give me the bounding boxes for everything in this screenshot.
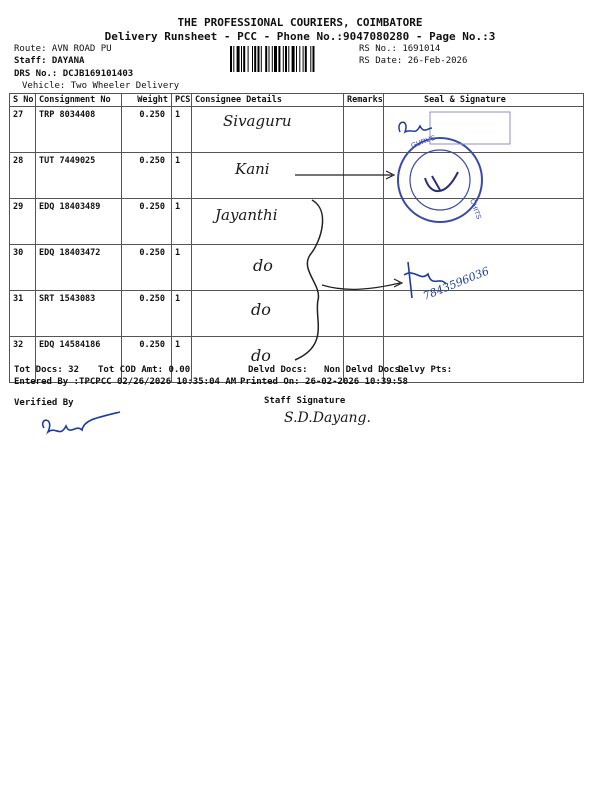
header-sno: S No [10, 94, 36, 107]
total-cod: Tot COD Amt: 0.00 [98, 365, 191, 375]
arrow-line [322, 283, 400, 289]
non-delivered-docs: Non Delvd Docs: [324, 365, 406, 375]
runsheet-subtitle: Delivery Runsheet - PCC - Phone No.:9047080280 - Page No.:3 [104, 30, 496, 43]
cell-sno: 31 [10, 291, 36, 337]
delivered-docs: Delvd Docs: [248, 365, 308, 375]
faint-stamp [430, 112, 510, 144]
consignee-handwriting: Kani [235, 160, 270, 178]
cell-weight: 0.250 [122, 291, 172, 337]
staff-text: Staff: DAYANA [14, 56, 85, 66]
cell-pcs: 1 [172, 337, 192, 383]
cell-sno: 32 [10, 337, 36, 383]
cell-sno: 27 [10, 107, 36, 153]
consignee-handwriting: Sivaguru [223, 112, 292, 130]
header-remarks: Remarks [344, 94, 384, 107]
consignee-handwriting: do [253, 256, 273, 275]
cell-pcs: 1 [172, 153, 192, 199]
header-consignment: Consignment No [36, 94, 122, 107]
cell-pcs: 1 [172, 291, 192, 337]
cell-weight: 0.250 [122, 199, 172, 245]
entered-by: Entered By :TPCPCC 02/26/2026 10:35:04 AM [14, 377, 237, 387]
consignee-handwriting: Jayanthi [215, 206, 278, 224]
cell-weight: 0.250 [122, 245, 172, 291]
vehicle-text: Vehicle: Two Wheeler Delivery [22, 81, 180, 91]
cell-consignment: SRT 1543083 [36, 291, 122, 337]
cell-consignment: EDQ 18403472 [36, 245, 122, 291]
verified-by-label: Verified By [14, 398, 74, 408]
cell-sno: 28 [10, 153, 36, 199]
svg-text:GURUS: GURUS [410, 134, 437, 150]
brace-mark [295, 200, 323, 360]
route-text: Route: AVN ROAD PU [14, 44, 112, 54]
cell-sno: 29 [10, 199, 36, 245]
cell-weight: 0.250 [122, 107, 172, 153]
cell-pcs: 1 [172, 107, 192, 153]
verifier-signature-scribble [43, 412, 120, 432]
company-seal-stamp [398, 135, 482, 222]
handwritten-phone: 7843596036 [421, 264, 492, 303]
cell-pcs: 1 [172, 199, 192, 245]
delivery-points: Delvy Pts: [398, 365, 453, 375]
cell-sno: 30 [10, 245, 36, 291]
header-seal-signature: Seal & Signature [384, 94, 584, 107]
rs-number: RS No.: 1691014 [359, 44, 441, 54]
cell-consignment: TUT 7449025 [36, 153, 122, 199]
printed-on: Printed On: 26-02-2026 10:39:58 [240, 377, 408, 387]
drs-number: DRS No.: DCJB169101403 [14, 69, 134, 79]
total-docs: Tot Docs: 32 [14, 365, 80, 375]
cell-weight: 0.250 [122, 153, 172, 199]
cell-weight: 0.250 [122, 337, 172, 383]
cell-consignment: EDQ 18403489 [36, 199, 122, 245]
header-consignee: Consignee Details [192, 94, 344, 107]
cell-pcs: 1 [172, 245, 192, 291]
header-pcs: PCS [172, 94, 192, 107]
rs-date: RS Date: 26-Feb-2026 [359, 56, 468, 66]
consignee-handwriting: do [251, 300, 271, 319]
svg-text:CHITS: CHITS [468, 198, 482, 221]
staff-signature-label: Staff Signature [264, 396, 346, 406]
cell-consignment: TRP 8034408 [36, 107, 122, 153]
consignee-handwriting: do [251, 346, 271, 365]
document-title: THE PROFESSIONAL COURIERS, COIMBATORE [177, 16, 423, 29]
header-weight: Weight [122, 94, 172, 107]
staff-signature-handwriting: S.D.Dayang. [284, 410, 371, 426]
receiver-signature-scribble [399, 122, 432, 132]
cell-consignment: EDQ 14584186 [36, 337, 122, 383]
